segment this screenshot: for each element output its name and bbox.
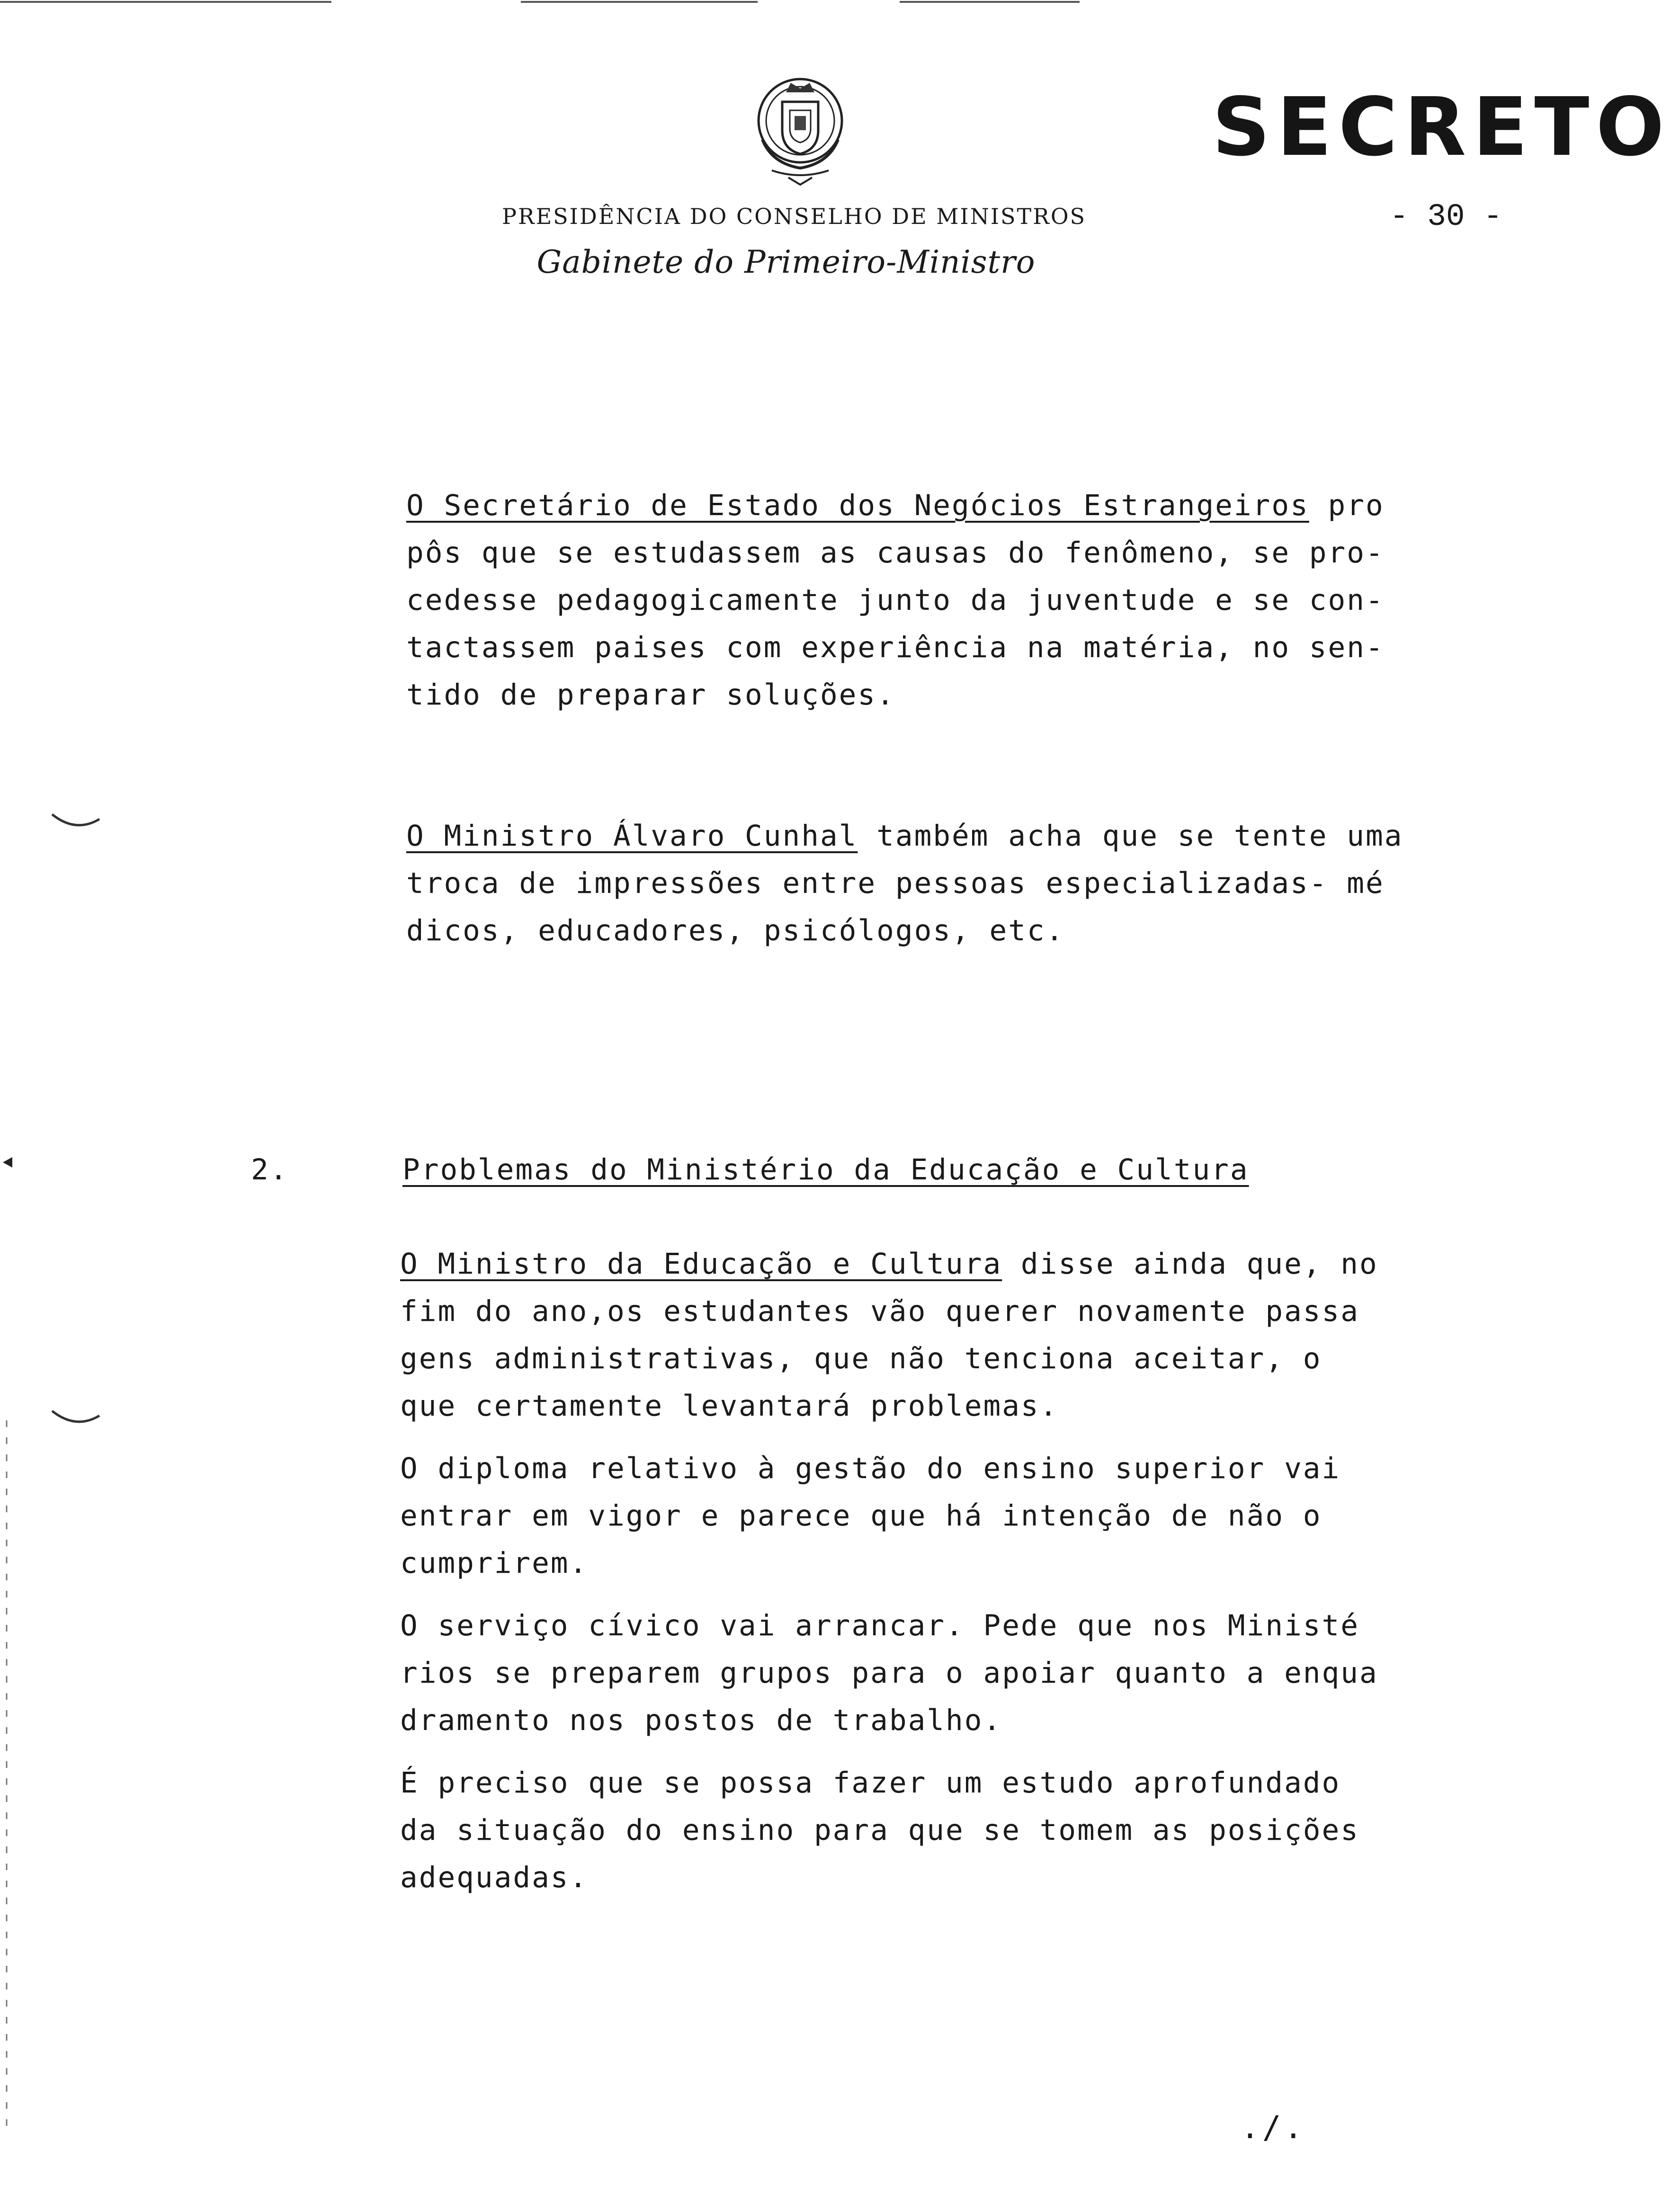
paragraph-line: gens administrativas, que não tenciona aceitar, o xyxy=(400,1342,1322,1375)
binding-mark xyxy=(47,1401,104,1435)
paragraph-line: da situação do ensino para que se tomem as posições xyxy=(400,1813,1359,1847)
paragraph-line: cumprirem. xyxy=(400,1546,589,1580)
binding-mark xyxy=(47,805,104,838)
margin-arrow-mark xyxy=(2,1155,13,1169)
page-number: - 30 - xyxy=(1390,199,1502,234)
paragraph-line: O diploma relativo à gestão do ensino superior vai xyxy=(400,1452,1341,1485)
speaker-name: O Ministro da Educação e Cultura xyxy=(400,1247,1002,1281)
paragraph-line: tactassem paises com experiência na matéria, no sen- xyxy=(406,631,1385,664)
paragraph xyxy=(400,1240,1378,1430)
paragraph-line: É preciso que se possa fazer um estudo aprofundado xyxy=(400,1766,1341,1800)
classification-stamp: SECRETO xyxy=(1212,80,1671,174)
speaker-name: O Ministro Álvaro Cunhal xyxy=(406,819,858,853)
paragraph-line: rios se preparem grupos para o apoiar quanto a enqua xyxy=(400,1656,1378,1690)
paragraph-line: troca de impressões entre pessoas especializadas- mé xyxy=(406,866,1385,900)
paragraph xyxy=(400,1602,1378,1744)
paragraph-line: fim do ano,os estudantes vão querer novamente passa xyxy=(400,1294,1359,1328)
paragraph xyxy=(400,1759,1359,1901)
paragraph-line: cedesse pedagogicamente junto da juventude e se con- xyxy=(406,583,1385,617)
paragraph-line: tido de preparar soluções. xyxy=(406,678,895,712)
paragraph-line: O Ministro Álvaro Cunhal também acha que se tente uma xyxy=(406,819,1403,853)
paragraph-line: pôs que se estudassem as causas do fenômeno, se pro- xyxy=(406,536,1385,570)
paragraph-line: que certamente levantará problemas. xyxy=(400,1389,1059,1423)
paragraph-line: dramento nos postos de trabalho. xyxy=(400,1704,1002,1737)
section-number: 2. xyxy=(251,1153,289,1186)
top-edge-mark xyxy=(0,0,1553,6)
paragraph-line: adequadas. xyxy=(400,1861,589,1894)
paragraph-line: O Ministro da Educação e Cultura disse ainda que, no xyxy=(400,1247,1378,1281)
paragraph-line: entrar em vigor e parece que há intenção de não o xyxy=(400,1499,1322,1533)
continuation-mark: ./. xyxy=(1241,2109,1306,2146)
coat-of-arms-icon xyxy=(743,69,857,187)
paragraph-line: O Secretário de Estado dos Negócios Estrangeiros pro xyxy=(406,489,1385,522)
paragraph-line: dicos, educadores, psicólogos, etc. xyxy=(406,914,1065,947)
paragraph xyxy=(400,1445,1340,1587)
paragraph-line: O serviço cívico vai arrancar. Pede que nos Ministé xyxy=(400,1609,1359,1642)
speaker-name: O Secretário de Estado dos Negócios Estrangeiros xyxy=(406,489,1309,522)
paragraph xyxy=(406,812,1403,954)
office-heading: PRESIDÊNCIA DO CONSELHO DE MINISTROS xyxy=(502,204,1087,229)
margin-edge-mark xyxy=(0,1420,14,2131)
paragraph xyxy=(406,482,1385,719)
section-title: Problemas do Ministério da Educação e Cultura xyxy=(402,1153,1249,1186)
office-subtitle: Gabinete do Primeiro-Ministro xyxy=(536,244,1036,280)
